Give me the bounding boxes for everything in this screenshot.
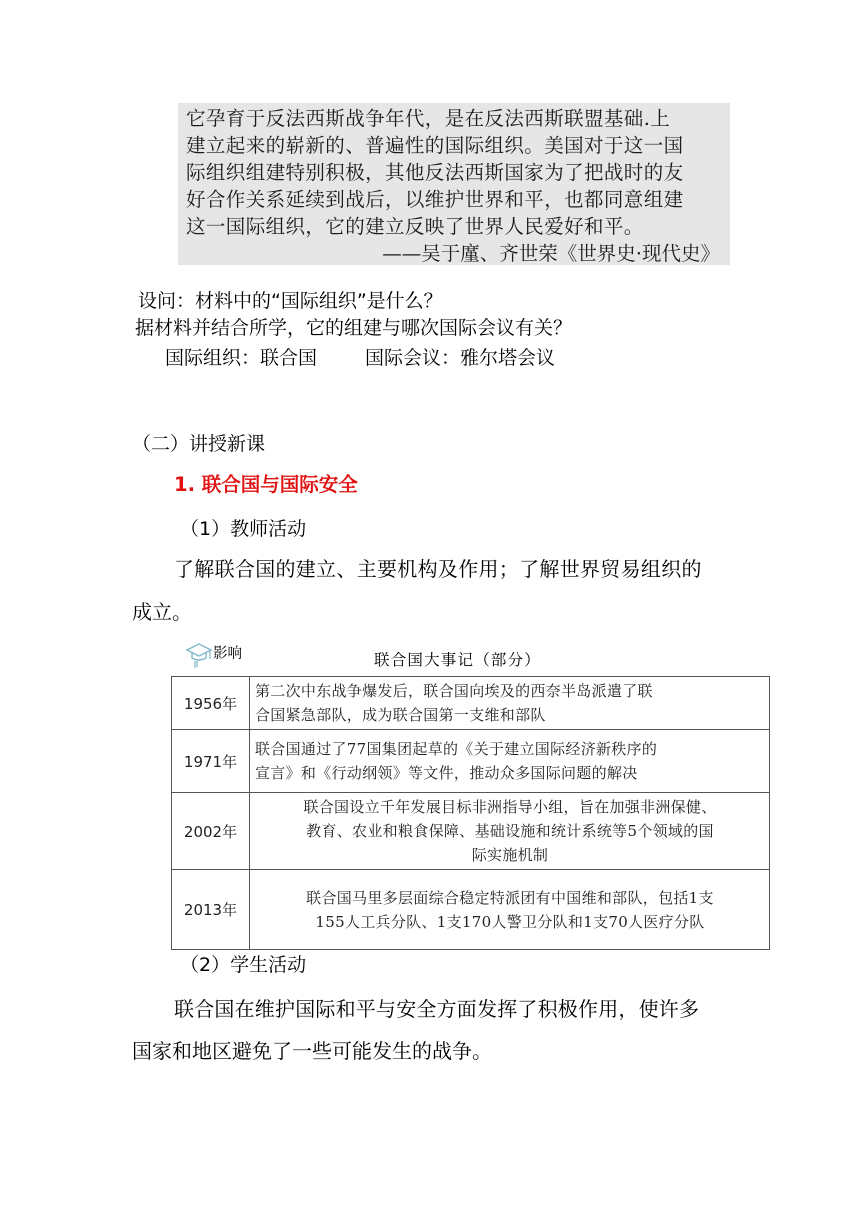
subsection-heading: 1. 联合国与国际安全 bbox=[174, 473, 358, 496]
section-heading: （二）讲授新课 bbox=[132, 433, 266, 455]
quote-line: 这一国际组织，它的建立反映了世界人民爱好和平。 bbox=[186, 215, 644, 238]
event-description: 联合国马里多层面综合稳定特派团有中国维和部队，包括1支 155人工兵分队、1支170人警卫分队和1支70人医疗分队 bbox=[250, 870, 770, 950]
quote-source: ——吴于廑、齐世荣《世界史·现代史》 bbox=[382, 242, 720, 265]
event-year: 2013年 bbox=[172, 870, 250, 950]
student-activity-heading: （2）学生活动 bbox=[180, 954, 307, 976]
event-year: 1971年 bbox=[172, 730, 250, 793]
source-quote-box bbox=[178, 103, 730, 265]
student-activity-text: 联合国在维护国际和平与安全方面发挥了积极作用，使许多 bbox=[174, 997, 700, 1021]
teacher-activity-text-cont: 成立。 bbox=[132, 600, 192, 624]
event-description: 联合国通过了77国集团起草的《关于建立国际经济新秩序的 宣言》和《行动纲领》等文件，推动众多国际问题的解决 bbox=[250, 730, 770, 793]
answer-conference: 国际会议：雅尔塔会议 bbox=[365, 347, 556, 369]
event-description: 第二次中东战争爆发后，联合国向埃及的西奈半岛派遣了联 合国紧急部队，成为联合国第一支维和部队 bbox=[250, 677, 770, 730]
quote-line: 好合作关系延续到战后，以维护世界和平，也都同意组建 bbox=[186, 188, 684, 211]
answer-organization: 国际组织：联合国 bbox=[165, 347, 318, 369]
table-row bbox=[172, 870, 770, 950]
impact-tag bbox=[185, 640, 242, 670]
question-2: 据材料并结合所学，它的组建与哪次国际会议有关？ bbox=[135, 317, 573, 339]
question-1: 设问：材料中的“国际组织”是什么？ bbox=[138, 290, 443, 312]
teacher-activity-heading: （1）教师活动 bbox=[180, 518, 307, 540]
answer-line bbox=[165, 343, 555, 370]
student-activity-text-cont: 国家和地区避免了一些可能发生的战争。 bbox=[132, 1039, 492, 1063]
impact-label: 影响 bbox=[213, 645, 242, 662]
teacher-activity-text: 了解联合国的建立、主要机构及作用；了解世界贸易组织的 bbox=[174, 557, 702, 581]
table-title: 联合国大事记（部分） bbox=[374, 651, 542, 669]
table-row bbox=[172, 730, 770, 793]
un-events-table bbox=[171, 676, 770, 950]
table-row bbox=[172, 677, 770, 730]
graduation-cap-icon bbox=[185, 640, 213, 670]
quote-line: 建立起来的崭新的、普遍性的国际组织。美国对于这一国 bbox=[186, 134, 684, 157]
table-row bbox=[172, 793, 770, 870]
quote-line: 际组织组建特别积极，其他反法西斯国家为了把战时的友 bbox=[186, 161, 684, 184]
event-year: 1956年 bbox=[172, 677, 250, 730]
event-description: 联合国设立千年发展目标非洲指导小组，旨在加强非洲保健、 教育、农业和粮食保障、基础设施和统计系统等5个领域的国 际实施机制 bbox=[250, 793, 770, 870]
event-year: 2002年 bbox=[172, 793, 250, 870]
quote-line: 它孕育于反法西斯战争年代，是在反法西斯联盟基础.上 bbox=[186, 107, 671, 130]
